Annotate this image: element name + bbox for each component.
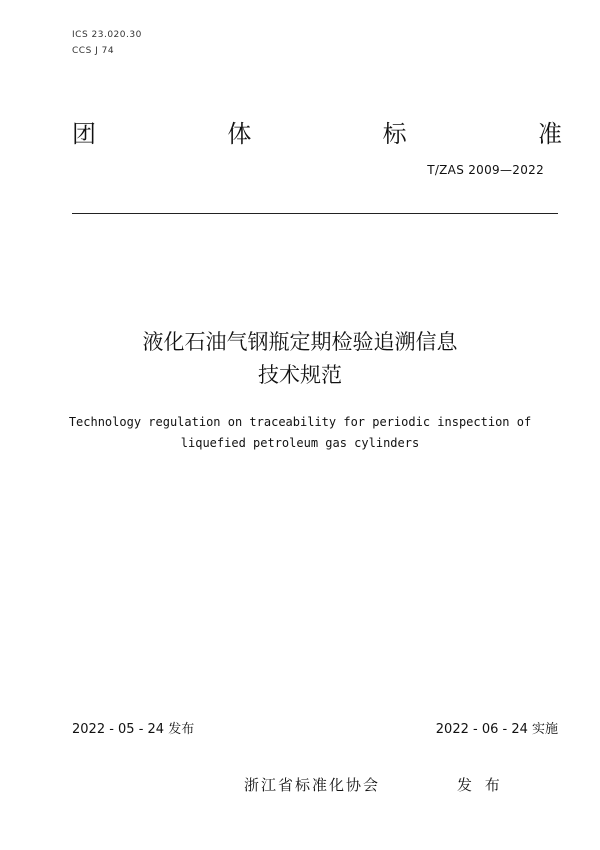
issuing-organization: 浙江省标准化协会 — [244, 776, 381, 794]
standard-type-char: 团 — [72, 120, 96, 148]
ccs-code: CCS J 74 — [72, 46, 115, 56]
standard-code: T/ZAS 2009—2022 — [427, 163, 544, 177]
standard-type-char: 标 — [382, 120, 407, 148]
english-title — [0, 412, 600, 454]
standard-type-heading — [72, 114, 562, 149]
implement-date: 2022 - 06 - 24 实施 — [435, 722, 558, 737]
english-title-line-1: Technology regulation on traceability for periodic inspection of — [68, 415, 532, 429]
chinese-title-line-1: 液化石油气钢瓶定期检验追溯信息 — [142, 330, 458, 354]
english-title-line-2: liquefied petroleum gas cylinders — [180, 436, 420, 450]
standard-type-char: 体 — [227, 120, 252, 148]
issue-label: 发 布 — [457, 776, 504, 794]
standard-type-char: 准 — [537, 120, 562, 148]
ics-code: ICS 23.020.30 — [72, 30, 142, 40]
chinese-title — [0, 326, 600, 392]
publish-date: 2022 - 05 - 24 发布 — [72, 722, 195, 737]
chinese-title-line-2: 技术规范 — [258, 363, 342, 387]
header-divider — [72, 213, 558, 214]
